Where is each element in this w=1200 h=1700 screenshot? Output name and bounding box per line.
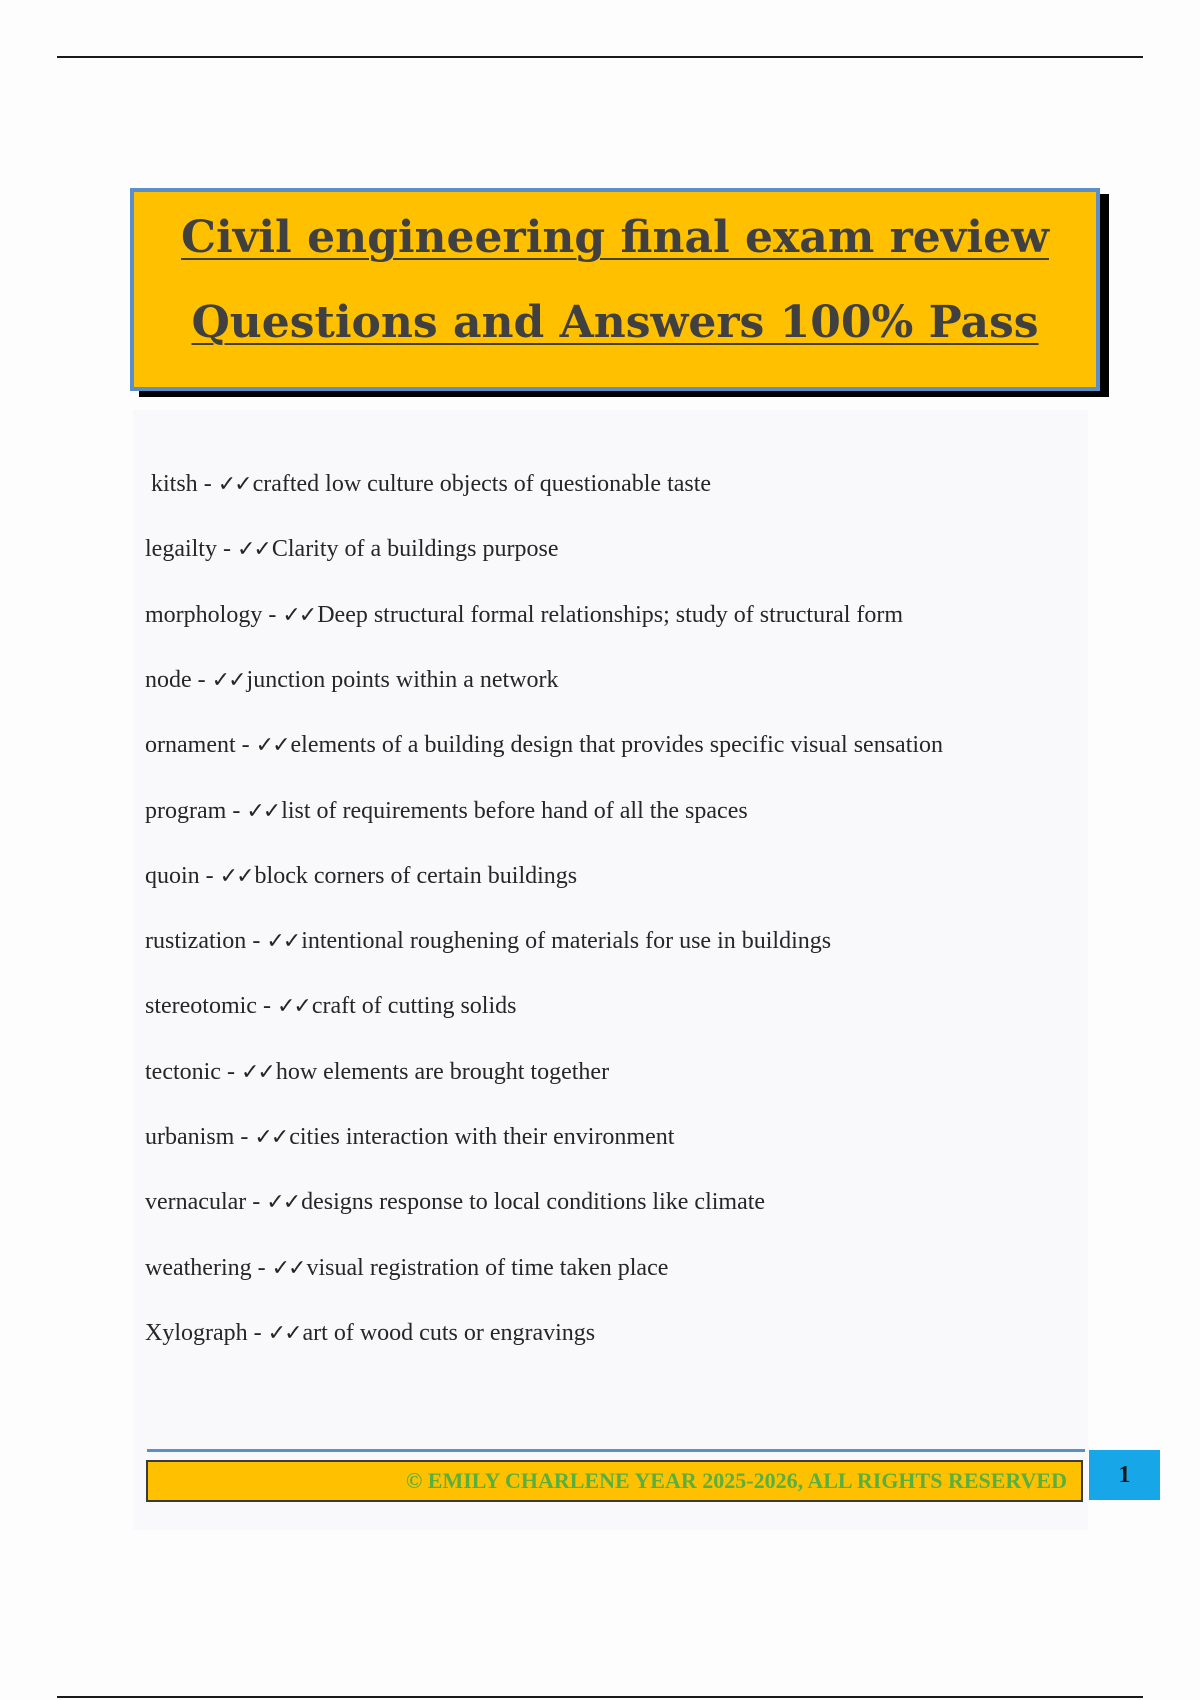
copyright-text: © EMILY CHARLENE YEAR 2025-2026, ALL RIGHTS RESERVED <box>405 1468 1067 1493</box>
entry-definition: crafted low culture objects of questionable taste <box>252 471 712 497</box>
entry-separator: - <box>262 993 271 1019</box>
glossary-entry <box>145 1123 674 1152</box>
entry-definition: designs response to local conditions like climate <box>301 1189 766 1215</box>
double-check-icon: ✓✓ <box>267 1321 301 1346</box>
entry-definition: list of requirements before hand of all the spaces <box>281 798 748 824</box>
entry-term: node <box>145 667 192 693</box>
double-check-icon: ✓✓ <box>219 864 253 889</box>
entry-definition: visual registration of time taken place <box>306 1255 669 1281</box>
entry-separator: - <box>240 1124 249 1150</box>
double-check-icon: ✓✓ <box>266 929 300 954</box>
glossary-entry <box>145 731 943 760</box>
double-check-icon: ✓✓ <box>246 799 280 824</box>
entry-definition: junction points within a network <box>246 667 559 693</box>
double-check-icon: ✓✓ <box>240 1060 274 1085</box>
double-check-icon: ✓✓ <box>282 603 316 628</box>
entry-term: vernacular <box>145 1189 247 1215</box>
entry-definition: cities interaction with their environment <box>289 1124 675 1150</box>
entry-definition: intentional roughening of materials for use in buildings <box>301 928 832 954</box>
glossary-entry <box>145 1254 668 1283</box>
entry-definition: block corners of certain buildings <box>254 863 578 889</box>
bottom-rule <box>57 1696 1143 1698</box>
double-check-icon: ✓✓ <box>217 472 251 497</box>
entry-separator: - <box>252 928 261 954</box>
double-check-icon: ✓✓ <box>211 668 245 693</box>
entry-separator: - <box>252 1189 261 1215</box>
page-number-badge <box>1089 1450 1160 1500</box>
glossary-entry <box>145 1319 595 1348</box>
double-check-icon: ✓✓ <box>254 1125 288 1150</box>
entry-term: ornament <box>145 732 236 758</box>
entry-separator: - <box>232 798 241 824</box>
glossary-entry <box>145 992 516 1021</box>
double-check-icon: ✓✓ <box>236 537 270 562</box>
glossary-entry <box>145 797 748 826</box>
title-banner <box>130 188 1100 391</box>
entry-separator: - <box>241 732 250 758</box>
entry-term: weathering <box>145 1255 252 1281</box>
footer-rule <box>147 1449 1085 1452</box>
entry-term: legailty <box>145 536 217 562</box>
entry-term: program <box>145 798 227 824</box>
title-line-1: Civil engineering final exam review <box>181 212 1049 263</box>
double-check-icon: ✓✓ <box>255 733 289 758</box>
entry-term: quoin <box>145 863 200 889</box>
entry-separator: - <box>226 1059 235 1085</box>
double-check-icon: ✓✓ <box>266 1190 300 1215</box>
glossary-entry <box>145 535 559 564</box>
content-panel <box>133 410 1088 1530</box>
entry-term: urbanism <box>145 1124 235 1150</box>
entry-separator: - <box>257 1255 266 1281</box>
top-rule <box>57 56 1143 58</box>
entry-definition: Clarity of a buildings purpose <box>271 536 559 562</box>
entry-separator: - <box>222 536 231 562</box>
glossary-entry <box>145 1058 609 1087</box>
entry-definition: elements of a building design that provides specific visual sensation <box>290 732 944 758</box>
entry-definition: craft of cutting solids <box>311 993 517 1019</box>
glossary-entry <box>145 666 559 695</box>
entry-term: rustization <box>145 928 247 954</box>
page-number: 1 <box>1118 1462 1131 1488</box>
double-check-icon: ✓✓ <box>271 1256 305 1281</box>
entry-separator: - <box>203 471 212 497</box>
double-check-icon: ✓✓ <box>276 994 310 1019</box>
entry-term: morphology <box>145 602 263 628</box>
entry-separator: - <box>268 602 277 628</box>
entry-definition: Deep structural formal relationships; study of structural form <box>317 602 904 628</box>
glossary-entry <box>145 927 831 956</box>
entry-definition: how elements are brought together <box>275 1059 610 1085</box>
glossary-entry <box>145 862 577 891</box>
glossary-entry <box>145 1188 765 1217</box>
glossary-entry <box>151 470 711 499</box>
entry-separator: - <box>197 667 206 693</box>
entry-separator: - <box>205 863 214 889</box>
glossary-entry <box>145 601 903 630</box>
entry-term: Xylograph <box>145 1320 248 1346</box>
entry-definition: art of wood cuts or engravings <box>302 1320 596 1346</box>
entry-term: tectonic <box>145 1059 221 1085</box>
entry-separator: - <box>253 1320 262 1346</box>
title-line-2: Questions and Answers 100% Pass <box>191 297 1039 348</box>
footer-bar <box>146 1460 1083 1502</box>
entry-term: kitsh <box>151 471 198 497</box>
entry-term: stereotomic <box>145 993 257 1019</box>
